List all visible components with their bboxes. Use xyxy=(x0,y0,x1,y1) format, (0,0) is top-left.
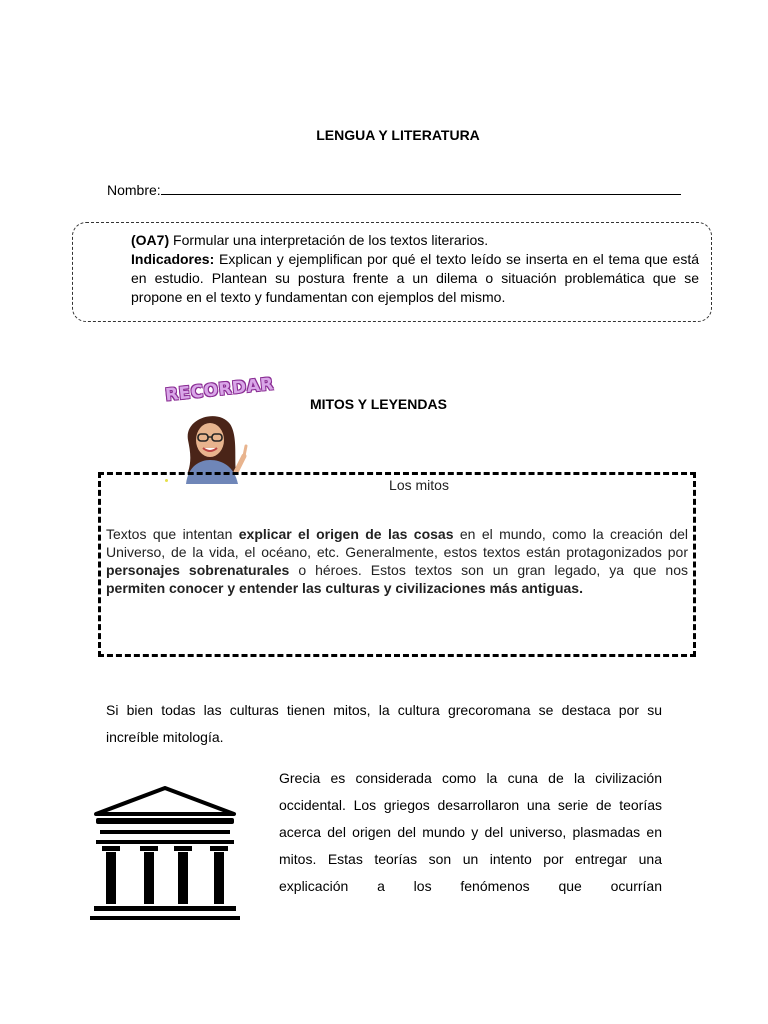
objective-description: Formular una interpretación de los textos literarios. xyxy=(169,232,489,248)
mitos-text-bold: explicar el origen de las cosas xyxy=(238,526,454,542)
recordar-label: RECORDAR xyxy=(164,374,275,406)
mitos-text-run: Textos que intentan xyxy=(106,526,239,542)
objective-text xyxy=(131,231,699,307)
mitos-text-run: o héroes. Estos textos son un gran legado, ya que nos xyxy=(289,562,689,578)
objective-code: (OA7) xyxy=(131,232,170,248)
section-title: MITOS Y LEYENDAS xyxy=(310,396,447,412)
page-title: LENGUA Y LITERATURA xyxy=(316,127,480,143)
name-blank-line xyxy=(161,182,681,195)
mitos-box-title: Los mitos xyxy=(389,477,449,493)
mitos-box-text xyxy=(106,525,688,597)
mitos-text-bold: permiten conocer y entender las culturas y civilizaciones más antiguas. xyxy=(106,580,583,596)
mitos-text-run: en el mundo, como la creación del Universo, de la vida, el océano, etc. Generalmente, estos textos están protagonizados por xyxy=(106,526,689,560)
intro-paragraph: Si bien todas las culturas tienen mitos, la cultura grecoromana se destaca por su increíble mitología. xyxy=(106,702,662,745)
greek-temple-icon xyxy=(88,786,242,924)
indicators-text: Explican y ejemplifican por qué el texto leído se inserta en el tema que está en estudio. Plantean su postura frente a un dilema o situación problemática que se propone en el texto y fundamentan con ejemplos del mismo. xyxy=(131,251,699,305)
mitos-text-bold: personajes sobrenaturales xyxy=(106,562,290,578)
name-label: Nombre: xyxy=(107,182,161,198)
greece-paragraph: Grecia es considerada como la cuna de la civilización occidental. Los griegos desarrollaron una serie de teorías acerca del origen del mundo y del universo, plasmadas en mitos. Estas teorías son un intento por entregar una explicación a los fenómenos que ocurrían xyxy=(279,770,662,894)
indicators-label: Indicadores: xyxy=(131,251,215,267)
name-field xyxy=(107,182,681,198)
